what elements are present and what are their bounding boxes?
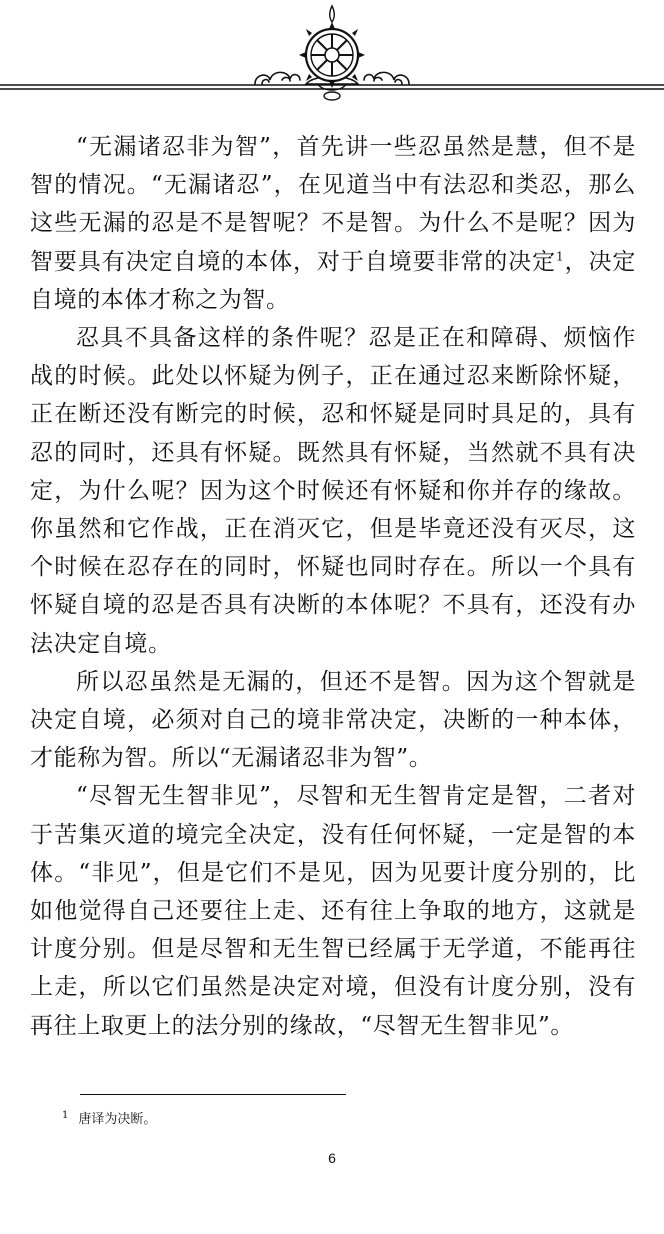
footnote bbox=[62, 1108, 622, 1127]
footnote-text: 唐译为决断。 bbox=[78, 1112, 157, 1127]
paragraph: “无漏诸忍非为智”，首先讲一些忍虽然是慧，但不是智的情况。“无漏诸忍”，在见道当中有法忍和类忍，那么这些无漏的忍是不是智呢？不是智。为什么不是呢？因为智要具有决定自境的本体，对于自境要非常的决定$^1$，决定自境的本体才称之为智。 bbox=[30, 134, 636, 313]
footnote-mark: 1 bbox=[62, 1109, 69, 1121]
footnote-separator bbox=[80, 1094, 346, 1095]
page-header-ornament bbox=[0, 0, 664, 110]
paragraph: “尽智无生智非见”，尽智和无生智肯定是智，二者对于苦集灭道的境完全决定，没有任何怀疑，一定是智的本体。“非见”，但是它们不是见，因为见要计度分别的，比如他觉得自己还要往上走、还有往上争取的地方，这就是计度分别。但是尽智和无生智已经属于无学道，不能再往上走，所以它们虽然是决定对境，但没有计度分别，没有再往上取更上的法分别的缘故，“尽智无生智非见”。 bbox=[30, 783, 636, 1039]
paragraph: 忍具不具备这样的条件呢？忍是正在和障碍、烦恼作战的时候。此处以怀疑为例子，正在通过忍来断除怀疑，正在断还没有断完的时候，忍和怀疑是同时具足的，具有忍的同时，还具有怀疑。既然具有怀疑，当然就不具有决定，为什么呢？因为这个时候还有怀疑和你并存的缘故。你虽然和它作战，正在消灭它，但是毕竟还没有灭尽，这个时候在忍存在的同时，怀疑也同时存在。所以一个具有怀疑自境的忍是否具有决断的本体呢？不具有，还没有办法决定自境。 bbox=[30, 325, 636, 657]
main-text bbox=[30, 128, 636, 1045]
dharma-wheel-icon bbox=[0, 0, 664, 110]
footnote-reference[interactable]: 1 bbox=[556, 248, 565, 263]
page-number: 6 bbox=[328, 1150, 336, 1166]
paragraph: 所以忍虽然是无漏的，但还不是智。因为这个智就是决定自境，必须对自己的境非常决定，决断的一种本体，才能称为智。所以“无漏诸忍非为智”。 bbox=[30, 668, 636, 772]
